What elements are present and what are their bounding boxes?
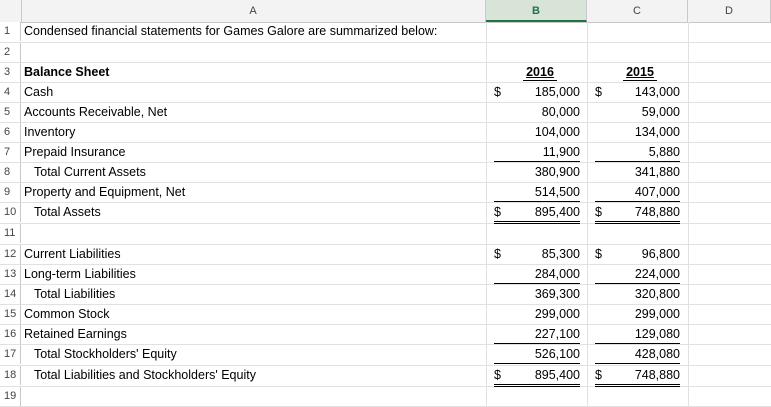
cell-a[interactable]: Total Liabilities xyxy=(34,287,116,301)
row-header[interactable]: 13 xyxy=(0,265,21,284)
underline-b16 xyxy=(494,343,580,344)
cell-b[interactable]: 11,900 xyxy=(542,145,580,159)
row-19 xyxy=(0,387,771,407)
cell-a[interactable]: Inventory xyxy=(24,125,76,139)
row-header[interactable]: 5 xyxy=(0,103,21,122)
cell-c[interactable]: 224,000 xyxy=(634,267,680,281)
cell-a[interactable]: Accounts Receivable, Net xyxy=(24,105,168,119)
row-7 xyxy=(0,143,771,163)
cell-b[interactable]: 185,000 xyxy=(534,85,580,99)
underline-2016-header xyxy=(523,80,557,81)
cell-c[interactable]: 748,880 xyxy=(634,205,680,219)
underline-c16 xyxy=(595,343,680,344)
row-header[interactable]: 8 xyxy=(0,163,21,182)
underline-c9 xyxy=(595,201,680,202)
cell-a[interactable]: Total Current Assets xyxy=(34,165,146,179)
row-header[interactable]: 7 xyxy=(0,143,21,162)
underline-2015-header xyxy=(623,80,657,81)
cell-a[interactable]: Common Stock xyxy=(24,307,110,321)
row-header[interactable]: 6 xyxy=(0,123,21,142)
double-underline-b18 xyxy=(494,384,580,387)
cell-c[interactable]: 299,000 xyxy=(634,307,680,321)
cell-b[interactable]: 369,300 xyxy=(534,287,580,301)
underline-c17 xyxy=(595,363,680,364)
row-9 xyxy=(0,183,771,203)
cell-c[interactable]: 59,000 xyxy=(641,105,680,119)
cell-a[interactable]: Total Assets xyxy=(34,205,101,219)
cell-b[interactable]: 104,000 xyxy=(534,125,580,139)
cell-a[interactable]: Prepaid Insurance xyxy=(24,145,126,159)
row-5 xyxy=(0,103,771,123)
currency-symbol: $ xyxy=(595,205,602,219)
underline-c7 xyxy=(595,161,680,162)
cell-a[interactable] xyxy=(21,224,486,243)
underline-b9 xyxy=(494,201,580,202)
row-header[interactable]: 10 xyxy=(0,203,21,222)
row-11 xyxy=(0,224,771,245)
cell-c[interactable]: 96,800 xyxy=(641,247,680,261)
row-4 xyxy=(0,83,771,103)
row-8 xyxy=(0,163,771,183)
underline-b13 xyxy=(494,283,580,284)
cell-a[interactable]: Total Liabilities and Stockholders' Equity xyxy=(34,368,256,382)
cell-a[interactable] xyxy=(21,387,486,406)
cell-b[interactable]: 85,300 xyxy=(541,247,580,261)
cell-c[interactable]: 5,880 xyxy=(648,145,680,159)
row-12 xyxy=(0,245,771,265)
year-2015-header[interactable]: 2015 xyxy=(626,65,654,79)
row-header[interactable]: 15 xyxy=(0,305,21,324)
column-header-d[interactable]: D xyxy=(688,0,771,22)
cell-a[interactable]: Cash xyxy=(24,85,54,99)
row-header[interactable]: 12 xyxy=(0,245,21,264)
cell-b[interactable]: 80,000 xyxy=(541,105,580,119)
cell-c[interactable]: 428,080 xyxy=(634,347,680,361)
row-header[interactable]: 17 xyxy=(0,345,21,364)
row-13 xyxy=(0,265,771,285)
cell-b[interactable]: 299,000 xyxy=(534,307,580,321)
row-header[interactable]: 18 xyxy=(0,366,21,385)
row-16 xyxy=(0,325,771,345)
cell-c[interactable]: 341,880 xyxy=(634,165,680,179)
cell-b[interactable]: 895,400 xyxy=(534,368,580,382)
currency-symbol: $ xyxy=(595,368,602,382)
year-2016-header[interactable]: 2016 xyxy=(526,65,554,79)
cell-b[interactable]: 284,000 xyxy=(534,267,580,281)
cell-a[interactable] xyxy=(21,43,486,62)
cell-a[interactable]: Current Liabilities xyxy=(24,247,121,261)
row-header[interactable]: 1 xyxy=(0,22,21,41)
row-15 xyxy=(0,305,771,325)
cell-a[interactable]: Property and Equipment, Net xyxy=(24,185,186,199)
row-header[interactable]: 9 xyxy=(0,183,21,202)
cell-b[interactable]: 514,500 xyxy=(534,185,580,199)
cell-a[interactable]: Retained Earnings xyxy=(24,327,127,341)
currency-symbol: $ xyxy=(494,85,501,99)
row-header[interactable]: 14 xyxy=(0,285,21,304)
underline-b7 xyxy=(494,161,580,162)
row-header[interactable]: 4 xyxy=(0,83,21,102)
underline-c13 xyxy=(595,283,680,284)
row-14 xyxy=(0,285,771,305)
cell-b[interactable]: 227,100 xyxy=(534,327,580,341)
double-underline-c18 xyxy=(595,384,680,387)
cell-a[interactable]: Total Stockholders' Equity xyxy=(34,347,177,361)
select-all-corner[interactable] xyxy=(0,0,22,22)
cell-a[interactable]: Balance Sheet xyxy=(24,65,110,79)
cell-c[interactable]: 143,000 xyxy=(634,85,680,99)
column-header-c[interactable]: C xyxy=(587,0,688,22)
cell-a[interactable]: Condensed financial statements for Games Galore are summarized below: xyxy=(24,24,438,38)
row-header[interactable]: 3 xyxy=(0,63,21,82)
row-header[interactable]: 16 xyxy=(0,325,21,344)
double-underline-c10 xyxy=(595,221,680,224)
row-header[interactable]: 19 xyxy=(0,387,21,406)
row-1 xyxy=(0,22,771,43)
currency-symbol: $ xyxy=(494,247,501,261)
cell-c[interactable]: 320,800 xyxy=(634,287,680,301)
row-header[interactable]: 11 xyxy=(0,224,21,243)
currency-symbol: $ xyxy=(494,368,501,382)
underline-b17 xyxy=(494,363,580,364)
currency-symbol: $ xyxy=(494,205,501,219)
currency-symbol: $ xyxy=(595,85,602,99)
cell-c[interactable]: 407,000 xyxy=(634,185,680,199)
cell-b[interactable]: 380,900 xyxy=(534,165,580,179)
double-underline-b10 xyxy=(494,221,580,224)
cell-c[interactable]: 129,080 xyxy=(634,327,680,341)
cell-c[interactable]: 134,000 xyxy=(634,125,680,139)
row-2 xyxy=(0,43,771,63)
row-6 xyxy=(0,123,771,143)
cell-b[interactable]: 526,100 xyxy=(534,347,580,361)
cell-c[interactable]: 748,880 xyxy=(634,368,680,382)
currency-symbol: $ xyxy=(595,247,602,261)
cell-b[interactable]: 895,400 xyxy=(534,205,580,219)
column-header-bar xyxy=(0,0,771,23)
column-header-a[interactable]: A xyxy=(21,0,486,22)
column-header-b[interactable]: B xyxy=(486,0,587,22)
cell-a[interactable]: Long-term Liabilities xyxy=(24,267,136,281)
row-header[interactable]: 2 xyxy=(0,43,21,62)
